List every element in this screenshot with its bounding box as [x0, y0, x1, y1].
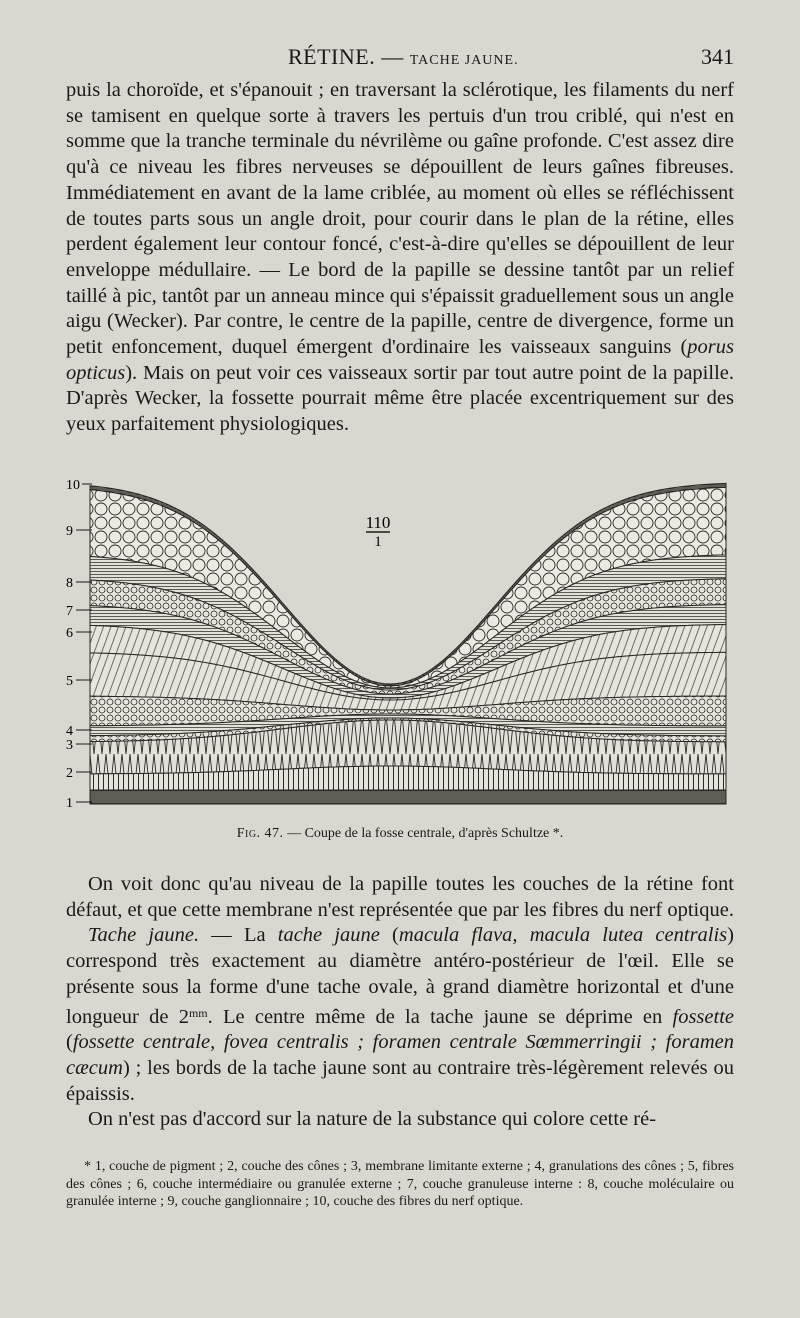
- layer-label-1: 1: [66, 796, 73, 811]
- figure-caption: [66, 826, 734, 842]
- running-header: [66, 44, 734, 74]
- layer-label-10: 10: [66, 478, 80, 493]
- pigment-layer: [90, 790, 726, 804]
- caption-figure-number: Fig. 47.: [236, 826, 284, 841]
- paragraph-papilla-conclusion: On voit donc qu'au niveau de la papille toutes les couches de la rétine font défaut, et que cette membrane n'est représentée que par les fibres du nerf optique.: [66, 873, 734, 921]
- retina-section-illustration: [66, 474, 734, 814]
- layer-label-5: 5: [66, 674, 73, 689]
- body-after-figure: [66, 872, 734, 1133]
- layer-label-3: 3: [66, 738, 73, 753]
- paragraph-yellow-spot: Tache jaune. — La tache jaune (macula flava, macula lutea centralis) correspond très exactement au diamètre antéro-postérieur de l'œil. Elle se présente sous la forme d'une tache ovale, à grand diamètre horizontal et d'une longueur de $2^{mm}$. Le centre même de la tache jaune se déprime en fossette (fossette centrale, fovea centralis ; foramen centrale Sœmmerringii ; foramen cæcum) ; les bords de la tache jaune sont au contraire très-légèrement relevés ou épaissis.: [66, 924, 734, 1105]
- header-title: RÉTINE. — TACHE JAUNE.: [288, 44, 519, 69]
- paragraph-papilla: puis la choroïde, et s'épanouit ; en traversant la sclérotique, les filaments du nerf se tamisent en quelque sorte à travers les pertuis d'un trou criblé, qui n'est en somme que la tranche terminale du névrilème ou gaîne profonde. C'est assez dire qu'à ce niveau les fibres nerveuses se dépouillent de leurs gaînes fibreuses. Immédiatement en avant de la lame criblée, au moment où elles se réfléchissent de toutes parts sous un angle droit, pour courir dans le plan de la rétine, elles perdent également leur contour foncé, c'est-à-dire qu'elles se dépouillent de leur enveloppe médullaire. — Le bord de la papille se dessine tantôt par un relief taillé à pic, tantôt par un anneau mince qui s'épaissit graduellement sous un angle aigu (Wecker). Par contre, le centre de la papille, centre de divergence, forme un petit enfoncement, duquel émergent d'ordinaire les vaisseaux sanguins (porus opticus). Mais on peut voir ces vaisseaux sortir par tout autre point de la papille. D'après Wecker, la fossette pourrait même être placée excentriquement sur des yeux parfaitement physiologiques.: [66, 79, 734, 436]
- layer-label-7: 7: [66, 604, 73, 619]
- header-subtitle: TACHE JAUNE.: [409, 53, 519, 68]
- figure-fovea-section: [66, 474, 734, 814]
- unit-mm: mm: [188, 1005, 208, 1020]
- porus-opticus-term: porus opticus: [66, 336, 734, 384]
- layer-label-6: 6: [66, 626, 73, 641]
- paragraph-substance: On n'est pas d'accord sur la nature de la substance qui colore cette ré-: [88, 1108, 657, 1131]
- layer-labels-group: [66, 478, 92, 811]
- caption-text: — Coupe de la fosse centrale, d'après Schultze *.: [283, 826, 564, 841]
- layer-label-4: 4: [66, 724, 73, 739]
- layer-label-8: 8: [66, 576, 73, 591]
- magnification-bottom: 1: [374, 534, 382, 550]
- layer-label-2: 2: [66, 766, 73, 781]
- footnote: * 1, couche de pigment ; 2, couche des cônes ; 3, membrane limitante externe ; 4, granulations des cônes ; 5, fibres des cônes ; 6, couche intermédiaire ou granulée externe ; 7, couche granuleuse interne : 8, couche moléculaire ou granulée interne ; 9, couche ganglionnaire ; 10, couche des fibres du nerf optique.: [66, 1159, 734, 1209]
- retina-layers-group: [90, 483, 726, 804]
- layer-label-9: 9: [66, 524, 73, 539]
- magnification-top: 110: [365, 513, 391, 532]
- page-number: 341: [701, 44, 734, 69]
